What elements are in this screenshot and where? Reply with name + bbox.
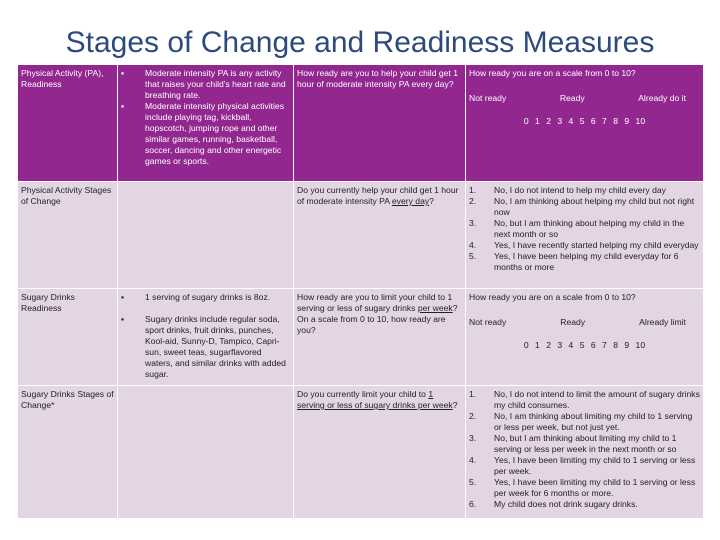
- scale-left-label: Not ready: [469, 317, 507, 327]
- option-text: No, I am thinking about limiting my child to 1 serving or less per week, but not just yet.: [494, 411, 693, 432]
- question-emphasis: 1 serving or less of sugary drinks per week: [297, 389, 453, 410]
- bullet-icon: ▪: [121, 101, 125, 111]
- scale-mid-label: Ready: [560, 317, 586, 327]
- page-title: Stages of Change and Readiness Measures: [65, 26, 655, 59]
- option-text: No, but I am thinking about helping my child in the next month or so: [494, 218, 685, 239]
- row-label: Physical Activity Stages of Change: [18, 182, 118, 289]
- list-item: 1. No, I do not intend to help my child every day: [469, 185, 666, 195]
- scale-anchors: [469, 93, 700, 104]
- option-text: Yes, I have been limiting my child to 1 serving or less per week.: [494, 455, 696, 476]
- answer-cell: [466, 386, 704, 519]
- table-row: [18, 289, 704, 386]
- question-emphasis: per week: [417, 303, 453, 313]
- definition-cell: [118, 289, 294, 386]
- list-item: 2. No, I am thinking about limiting my child to 1 serving or less per week, but not just yet.: [469, 411, 700, 433]
- scale-left-label: Not ready: [469, 93, 507, 103]
- question-text: How ready are you to limit your child to 1 serving or less of sugary drinks: [297, 292, 453, 313]
- question-text-end: ? On a scale from 0 to 10, how ready are you?: [297, 303, 458, 335]
- list-item: 4. Yes, I have recently started helping my child everyday: [469, 240, 699, 250]
- option-text: My child does not drink sugary drinks.: [494, 499, 638, 509]
- list-item: 6. My child does not drink sugary drinks.: [469, 499, 638, 509]
- row-label: Sugary Drinks Stages of Change*: [18, 386, 118, 519]
- bullet-text: Moderate intensity PA is any activity that raises your child's heart rate and breathing rate.: [145, 68, 286, 100]
- list-item: 5. Yes, I have been helping my child everyday for 6 months or more: [469, 251, 700, 273]
- list-item: 3. No, but I am thinking about helping my child in the next month or so: [469, 218, 700, 240]
- list-item: [121, 68, 290, 101]
- row-label: Sugary Drinks Readiness: [18, 289, 118, 386]
- list-item: 1. No, I do not intend to limit the amount of sugary drinks my child consumes.: [469, 389, 700, 410]
- answer-cell: [466, 289, 704, 386]
- bullet-text: Moderate intensity physical activities include playing tag, kickball, hopscotch, jumping rope and other similar games, running, basketball, soccer, dancing and other energetic games or sports.: [145, 101, 284, 166]
- question-cell: [294, 182, 466, 289]
- option-text: No, I do not intend to limit the amount of sugary drinks my child consumes.: [494, 389, 700, 410]
- bullet-text: 1 serving of sugary drinks is 8oz.: [145, 292, 271, 302]
- option-text: No, I am thinking about helping my child but not right now: [494, 196, 695, 217]
- definition-cell: [118, 65, 294, 182]
- list-item: [121, 101, 290, 167]
- table-row: [18, 65, 704, 182]
- answer-heading: How ready you are on a scale from 0 to 10?: [469, 68, 636, 78]
- scale-right-label: Already limit: [639, 317, 686, 327]
- scale-anchors: [469, 317, 700, 328]
- option-text: No, I do not intend to help my child every day: [494, 185, 666, 195]
- list-item: 2. No, I am thinking about helping my child but not right now: [469, 196, 700, 218]
- list-item: 4. Yes, I have been limiting my child to 1 serving or less per week.: [469, 455, 700, 477]
- option-text: No, but I am thinking about limiting my child to 1 serving or less per week in the next month or so: [494, 433, 677, 454]
- scale-mid-label: Ready: [559, 93, 585, 103]
- list-item: [121, 314, 290, 380]
- option-text: Yes, I have recently started helping my child everyday: [494, 240, 699, 250]
- question-text-end: ?: [429, 196, 434, 206]
- definition-cell: [118, 386, 294, 519]
- question-cell: How ready are you to help your child get 1 hour of moderate intensity PA every day?: [294, 65, 466, 182]
- question-text-end: ?: [452, 400, 458, 410]
- option-text: Yes, I have been helping my child everyday for 6 months or more: [494, 251, 679, 272]
- answer-cell: [466, 182, 704, 289]
- question-cell: [294, 289, 466, 386]
- option-text: Yes, I have been limiting my child to 1 serving or less per week for 6 months or more.: [494, 477, 696, 498]
- answer-heading: How ready you are on a scale from 0 to 10?: [469, 292, 636, 302]
- bullet-icon: ▪: [121, 68, 125, 78]
- bullet-icon: ▪: [121, 314, 125, 324]
- bullet-icon: ▪: [121, 292, 125, 302]
- definition-cell: [118, 182, 294, 289]
- row-label: Physical Activity (PA), Readiness: [18, 65, 118, 182]
- table-row: [18, 182, 704, 289]
- question-text: Do you currently limit your child to: [297, 389, 429, 399]
- question-emphasis: every day: [391, 196, 430, 206]
- table-row: [18, 386, 704, 519]
- scale-numbers: 0 1 2 3 4 5 6 7 8 9 10: [523, 340, 646, 350]
- question-text: Do you currently help your child get 1 hour of moderate intensity PA: [297, 185, 459, 206]
- measures-table: [17, 64, 704, 519]
- list-item: 5. Yes, I have been limiting my child to 1 serving or less per week for 6 months or more.: [469, 477, 700, 499]
- bullet-text: Sugary drinks include regular soda, sport drinks, fruit drinks, punches, Kool-aid, Sunny-D, Tampico, Capri-sun, sweet teas, sugarflavored waters, and similar drinks with added sugar.: [145, 314, 286, 379]
- question-cell: [294, 386, 466, 519]
- scale-right-label: Already do it: [638, 93, 686, 103]
- scale-numbers: 0 1 2 3 4 5 6 7 8 9 10: [523, 116, 646, 126]
- list-item: 3. No, but I am thinking about limiting my child to 1 serving or less per week in the next month or so: [469, 433, 700, 455]
- answer-cell: [466, 65, 704, 182]
- list-item: [121, 292, 290, 303]
